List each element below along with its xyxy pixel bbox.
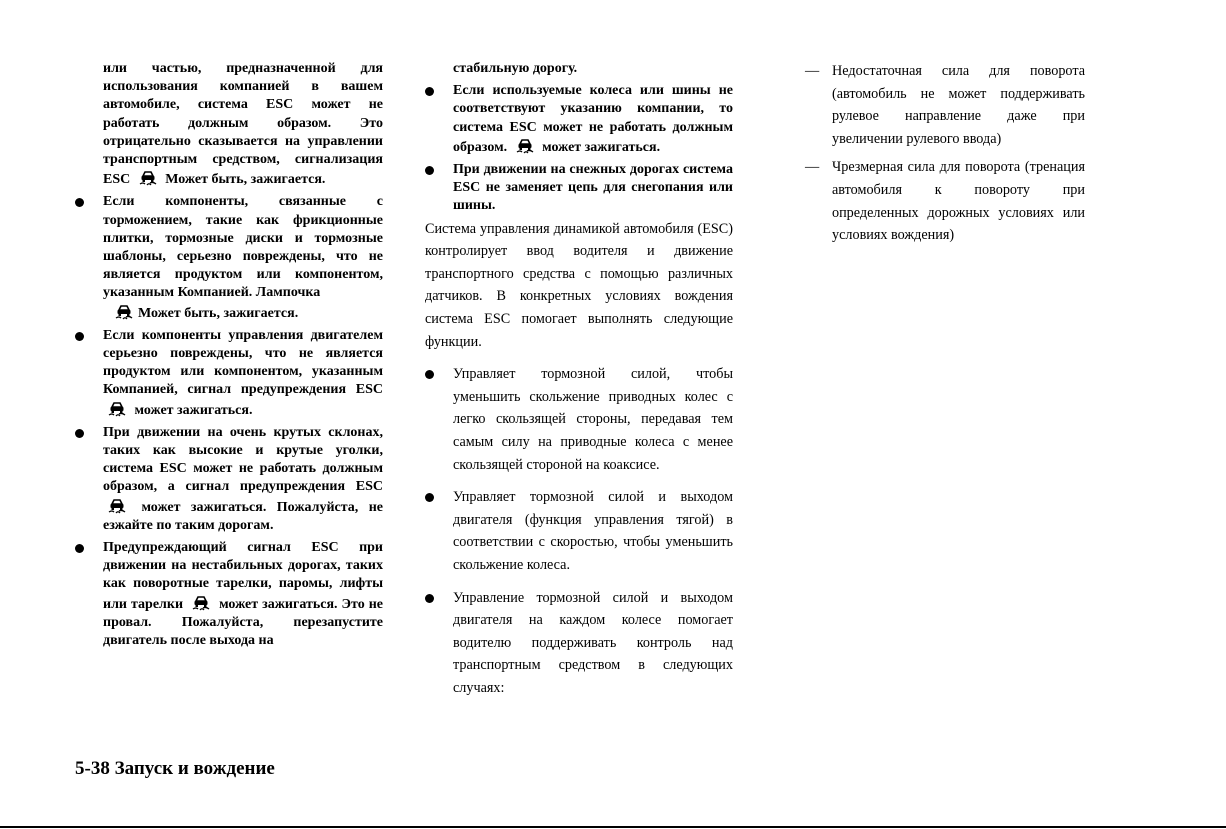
bullet-item-traction-control: Управляет тормозной силой и выходом двигателя (функция управления тягой) в соответствии с скоростью, чтобы уменьшить скольжение колеса.	[425, 486, 733, 576]
bullet-item-brake-components: Если компоненты, связанные с торможением, такие как фрикционные плитки, тормозные диски и тормозные шаблоны, серьезно повреждены, что не является продуктом или компонентом, указанным Компанией. Лампочка Может быть, зажигается.	[75, 193, 383, 322]
bottom-divider	[0, 826, 1226, 828]
bullet-icon	[425, 370, 434, 379]
right-column	[805, 60, 1085, 253]
bullet-item-wheel-control: Управление тормозной силой и выходом двигателя на каждом колесе помогает водителю поддерживать контроль над транспортным средством в следующих случаях:	[425, 587, 733, 700]
esc-warning-icon	[138, 169, 158, 186]
bullet-item-steep-slopes: При движении на очень крутых склонах, таких как высокие и крутые уголки, система ESC может не работать должным образом, а сигнал предупреждения ESC может зажигаться. Пожалуйста, не езжайте по таким дорогам.	[75, 424, 383, 535]
bullet-icon	[425, 493, 434, 502]
esc-warning-icon	[107, 497, 127, 514]
left-column	[75, 60, 383, 650]
esc-warning-icon	[515, 137, 535, 154]
bullet-icon	[75, 198, 84, 207]
bullet-icon	[425, 87, 434, 96]
esc-warning-icon	[114, 303, 134, 320]
bullet-icon	[425, 166, 434, 175]
bullet-icon	[75, 544, 84, 553]
page-footer: 5-38 Запуск и вождение	[75, 758, 275, 779]
dash-item-oversteer: — Чрезмерная сила для поворота (тренация автомобиля к повороту при определенных дорожных условиях или условиях вождения)	[805, 156, 1085, 246]
bullet-item-brake-force: Управляет тормозной силой, чтобы уменьшить скольжение приводных колес с легко скользящей стороны, передавая тем самым силу на приводные колеса с менее скользящей стороной на коаксисе.	[425, 363, 733, 476]
paragraph-continued: или частью, предназначенной для использования компанией в вашем автомобиле, система ESC может не работать должным образом. Это отрицательно сказывается на управлении транспортным средством, сигнализация ESC Может быть, зажигается.	[103, 61, 383, 188]
bullet-icon	[75, 429, 84, 438]
dash-marker: —	[805, 159, 820, 176]
bullet-item-snowy-roads: При движении на снежных дорогах система ESC не заменяет цепь для снегопания или шины.	[425, 161, 733, 216]
paragraph-continued: стабильную дорогу.	[453, 61, 578, 76]
esc-warning-icon	[191, 594, 211, 611]
esc-warning-icon	[107, 400, 127, 417]
bullet-item-unstable-roads: Предупреждающий сигнал ESC при движении на нестабильных дорогах, таких как поворотные тарелки, паромы, лифты или тарелки может зажигаться. Это не провал. Пожалуйста, перезапустите двигатель после выхода на	[75, 539, 383, 650]
bullet-icon	[425, 594, 434, 603]
esc-intro-paragraph: Система управления динамикой автомобиля (ESC) контролирует ввод водителя и движение транспортного средства с помощью различных датчиков. В конкретных условиях вождения система ESC помогает выполнять следующие функции.	[425, 220, 733, 350]
middle-column	[425, 60, 733, 700]
dash-item-understeer: — Недостаточная сила для поворота (автомобиль не может поддерживать рулевое направление даже при увеличении рулевого ввода)	[805, 60, 1085, 150]
bullet-icon	[75, 332, 84, 341]
dash-marker: —	[805, 63, 820, 79]
bullet-item-engine-components: Если компоненты управления двигателем серьезно повреждены, что не является продуктом или компонентом, указанным Компанией, сигнал предупреждения ESC может зажигаться.	[75, 327, 383, 420]
bullet-item-wheels-tires: Если используемые колеса или шины не соответствуют указанию компании, то система ESC может не работать должным образом. может зажигаться.	[425, 82, 733, 157]
